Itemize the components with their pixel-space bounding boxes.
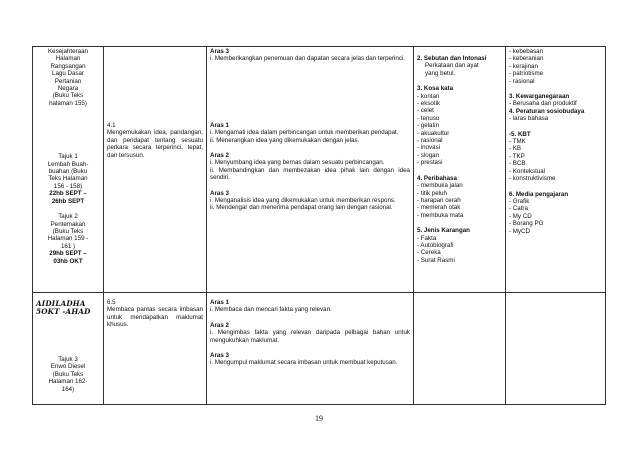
text-line: ii. Membandingkan dan membezakan idea pihak lain dengan idea sendiri. — [210, 166, 410, 182]
text-line: - memerah otak — [417, 204, 461, 212]
kewarganegaraan-heading: 3. Kewarganegaraan — [509, 93, 570, 101]
text-line: - Fakta — [417, 234, 437, 242]
topic-3-block — [36, 356, 100, 393]
text-line: Aras 2 — [210, 152, 229, 160]
text-line: yang betul. — [425, 69, 456, 77]
text-line: Lagu Dasar — [52, 70, 84, 78]
kbt-heading: -5. KBT — [509, 130, 531, 138]
table-row — [33, 47, 606, 293]
kosa-kata-heading: 3. Kosa kata — [417, 85, 454, 93]
media-heading: 6. Media pengajaran — [509, 190, 569, 198]
text-line: - tenusu — [417, 114, 440, 122]
text-line: - Borang PG — [509, 220, 544, 228]
text-line: 156 - 158) — [53, 182, 83, 190]
text-line: - My CD — [509, 212, 532, 220]
text-line: halaman 155) — [49, 99, 87, 107]
text-line: i. Mengumpul maklumat secara imbasan untuk membuat keputusan. — [210, 359, 398, 367]
text-line: i. Menyumbang idea yang bernas dalam sesuatu perbincangan. — [210, 159, 385, 167]
text-line: Kesejahteraan — [48, 48, 88, 55]
text-line: 22hb SEPT – — [49, 190, 87, 198]
text-line: Tajuk 2 — [58, 213, 78, 221]
text-line: Teks Halaman — [48, 175, 88, 183]
text-line: - akuakultur — [417, 129, 450, 137]
text-line: - Autobiografi — [417, 241, 454, 249]
peribahasa-heading: 4. Peribahasa — [417, 174, 457, 182]
text-line: - rasional — [509, 77, 535, 85]
objective-aras3-a — [210, 48, 410, 63]
text-line: i. Mengimbas fakta yang relevan daripada pelbagai bahan untuk mengukuhkan maklumat. — [210, 329, 410, 344]
text-line: - prestasi — [417, 159, 443, 167]
peraturan-heading: 4. Peraturan sosiobudaya — [509, 107, 585, 115]
text-line: - Berusaha dan produktif — [509, 100, 577, 108]
text-line: (Buku Teks — [52, 227, 84, 235]
text-line: - celet — [417, 107, 434, 115]
text-line: Perkataan dan ayat — [425, 62, 479, 70]
text-line: Aras 3 — [210, 352, 229, 360]
theme-week-cell — [33, 47, 104, 293]
text-line: Pentemakan — [50, 220, 86, 228]
text-line: i. Mengamati idea dalam perbincangan untuk memberikan pendapat. — [210, 129, 399, 137]
objective-aras1-b — [210, 122, 410, 144]
sebutan-heading: 2. Sebutan dan Intonasi — [417, 55, 487, 62]
text-line: Aras 1 — [210, 299, 229, 306]
objective-aras1-e — [210, 299, 410, 314]
text-line: 26hb SEPT — [51, 197, 85, 205]
text-line: - keberanian — [509, 55, 544, 63]
values-media-cell — [506, 47, 606, 293]
text-line: - gelatin — [417, 122, 440, 130]
text-line: i. Menganalisis idea yang dikemukakan untuk memberikan respons. — [210, 197, 396, 205]
objective-aras2-f — [210, 322, 410, 344]
text-line: - Kontekstual — [509, 167, 546, 175]
text-line: Lembah Buah- — [47, 160, 89, 168]
text-line: (Buku Teks — [52, 370, 84, 378]
text-line: - Cereka — [417, 249, 441, 257]
objective-aras2-c — [210, 152, 410, 182]
text-line: - titik peluh — [417, 189, 447, 197]
text-line: i. Memberikangkan penemuan dan dapatan secara jelas dan terperinci. — [210, 55, 406, 63]
text-line: - Catra — [509, 205, 528, 213]
objective-aras3-d — [210, 190, 410, 212]
text-line: 03hb OKT — [53, 257, 83, 265]
text-line: - MyCD — [509, 227, 530, 235]
standard-6-5 — [107, 299, 203, 329]
text-line: 6.5 — [107, 299, 116, 306]
text-line: - inovasi — [417, 144, 441, 152]
text-line: - membuka mata — [417, 211, 464, 219]
text-line: - membuka jalan — [417, 182, 463, 190]
text-line: Negara — [57, 85, 79, 93]
values-media-cell-2 — [506, 293, 606, 405]
text-line: Mengemukakan idea, pandangan, dan pendapat tentang sesuatu perkara secara terperinci, tepat, dan tersusun. — [107, 129, 203, 159]
text-line: Halaman 159 - — [47, 235, 89, 243]
text-line: - TMK — [509, 138, 526, 146]
text-line: Aras 1 — [210, 121, 229, 129]
text-line: Pertanian — [54, 77, 82, 85]
text-line: Tajuk 3 — [58, 356, 78, 363]
topic-1-block — [36, 153, 100, 205]
text-line: 161 ) — [60, 242, 76, 250]
text-line: 29hb SEPT – — [49, 250, 87, 258]
text-line: - konstruktivisme — [509, 175, 556, 183]
text-line: i. Membaca dan mencari fakta yang relevan. — [210, 306, 332, 314]
text-line: - KB — [509, 145, 522, 153]
text-line: buahan (Buku — [48, 168, 88, 176]
jenis-karangan-heading: 5. Jenis Karangan — [417, 227, 470, 235]
text-line: 164) — [61, 385, 75, 393]
learning-standard-cell — [104, 47, 207, 293]
topic-2-block — [36, 213, 100, 265]
theme-week-cell-2 — [33, 293, 104, 405]
text-line: - Surat Rasmi — [417, 256, 455, 264]
text-line: - patriotisme — [509, 70, 544, 78]
text-line: 4.1 — [107, 122, 116, 129]
learning-standard-cell-2 — [104, 293, 207, 405]
text-line: Tajuk 1 — [58, 153, 78, 161]
text-line: - laras bahasa — [509, 115, 549, 123]
text-line: 5OKT -AHAD — [36, 307, 91, 316]
text-line: - kerajinan — [509, 62, 538, 70]
text-line: Halaman 162- — [48, 378, 88, 386]
text-line: Rangsangan — [50, 62, 86, 70]
objectives-cell-2 — [207, 293, 414, 405]
text-line: Aras 2 — [210, 321, 229, 329]
text-line: - TKP — [509, 152, 525, 160]
standard-4-1 — [107, 122, 203, 159]
text-line: - Grafik — [509, 197, 530, 205]
text-line: - kontan — [417, 92, 440, 100]
text-line: - eksotik — [417, 100, 441, 108]
language-content-cell-2 — [414, 293, 506, 405]
objectives-cell — [207, 47, 414, 293]
text-line: Membaca pantas secara imbasan untuk mendapatkan maklumat khusus. — [107, 306, 203, 329]
table-row — [33, 293, 606, 405]
text-line: - kebebasan — [509, 48, 544, 55]
text-line: - harapan cerah — [417, 196, 461, 204]
text-line: Aras 3 — [210, 189, 229, 197]
lesson-plan-table — [32, 46, 606, 405]
theme-top-block — [36, 48, 100, 107]
text-line: Halaman — [55, 55, 81, 63]
text-line: AIDILADHA — [36, 299, 86, 308]
text-line: - BCB — [509, 160, 526, 168]
text-line: Enwo Diesel — [50, 363, 86, 371]
language-content-cell — [414, 47, 506, 293]
text-line: ii. Mendengar dan menerima pendapat orang lain dengan rasional. — [210, 204, 393, 212]
text-line: ii. Menerangkan idea yang dikemukakan dengan jelas. — [210, 136, 360, 144]
text-line: (Buku Teks — [52, 92, 84, 100]
text-line: Aras 3 — [210, 48, 229, 55]
text-line: - rasional — [417, 137, 443, 145]
objective-aras3-g — [210, 352, 410, 367]
holiday-note — [36, 300, 100, 316]
page-number: 19 — [315, 414, 323, 423]
text-line: - slogan — [417, 151, 440, 159]
